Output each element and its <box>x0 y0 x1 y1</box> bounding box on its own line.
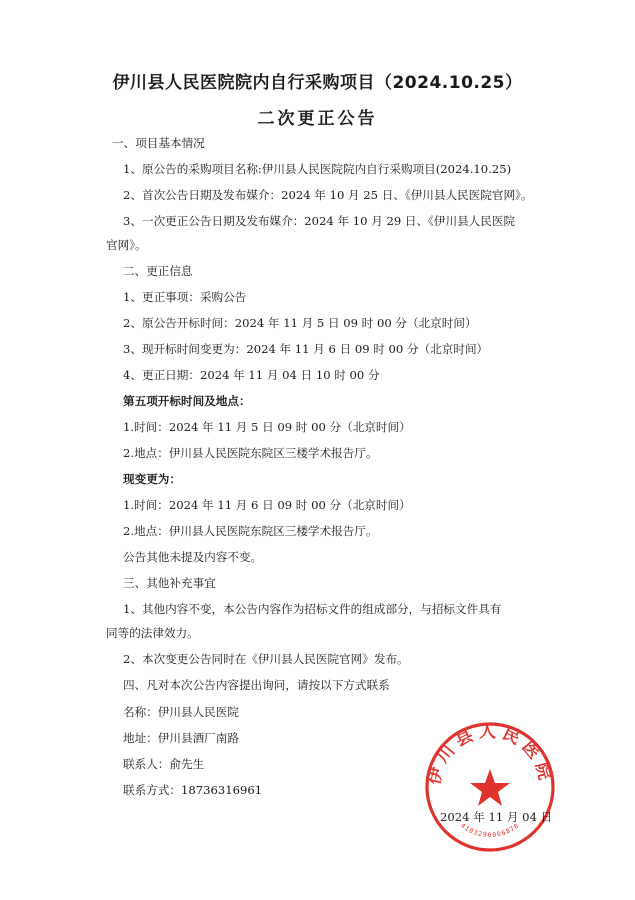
document-subtitle: 二次更正公告 <box>257 109 378 129</box>
contact-name: 名称：伊川县人民医院 <box>123 705 239 719</box>
section1-item1: 1、原公告的采购项目名称:伊川县人民医院院内自行采购项目(2024.10.25) <box>123 162 512 176</box>
changed-time: 1.时间：2024 年 11 月 6 日 09 时 00 分（北京时间） <box>123 498 411 512</box>
section1-item2: 2、首次公告日期及发布媒介：2024 年 10 月 25 日、《伊川县人民医院官网》。 <box>123 188 533 202</box>
changed-location: 2.地点：伊川县人民医院东院区三楼学术报告厅。 <box>123 524 378 538</box>
section5-heading: 第五项开标时间及地点： <box>123 394 251 408</box>
section2-item3: 3、现开标时间变更为：2024 年 11 月 6 日 09 时 00 分（北京时间） <box>123 342 489 356</box>
contact-phone: 联系方式：18736316961 <box>123 783 263 797</box>
official-seal <box>424 721 556 853</box>
section3-item1-line2: 同等的法律效力。 <box>106 626 199 640</box>
seal-star-icon <box>470 769 510 806</box>
section3-item1-line1: 1、其他内容不变，本公告内容作为招标文件的组成部分，与招标文件具有 <box>123 602 502 616</box>
section2-item1: 1、更正事项：采购公告 <box>123 290 247 304</box>
seal-code-text: 4103290006878 <box>459 821 521 840</box>
section1-item3-line2: 官网》。 <box>106 238 147 252</box>
section1-heading: 一、项目基本情况 <box>112 136 205 150</box>
section3-heading: 三、其他补充事宜 <box>123 576 216 590</box>
announcement-date: 2024 年 11 月 04 日 <box>440 810 553 824</box>
changed-heading: 现变更为： <box>123 472 181 486</box>
section2-item2: 2、原公告开标时间：2024 年 11 月 5 日 09 时 00 分（北京时间） <box>123 316 477 330</box>
section5-location: 2.地点：伊川县人民医院东院区三楼学术报告厅。 <box>123 446 378 460</box>
section2-heading: 二、更正信息 <box>123 264 193 278</box>
document-title: 伊川县人民医院院内自行采购项目（2024.10.25） <box>112 73 523 93</box>
section3-item2: 2、本次变更公告同时在《伊川县人民医院官网》发布。 <box>123 652 409 666</box>
changed-note: 公告其他未提及内容不变。 <box>123 550 263 564</box>
seal-name-text: 伊川县人民医院 <box>424 722 556 787</box>
contact-person: 联系人：俞先生 <box>123 757 205 771</box>
section5-time: 1.时间：2024 年 11 月 5 日 09 时 00 分（北京时间） <box>123 420 411 434</box>
contact-address: 地址：伊川县酒厂南路 <box>123 731 239 745</box>
section1-item3-line1: 3、一次更正公告日期及发布媒介：2024 年 10 月 29 日、《伊川县人民医院 <box>123 214 516 228</box>
section2-item4: 4、更正日期：2024 年 11 月 04 日 10 时 00 分 <box>123 368 380 382</box>
section4-heading: 四、凡对本次公告内容提出询问，请按以下方式联系 <box>123 678 390 692</box>
